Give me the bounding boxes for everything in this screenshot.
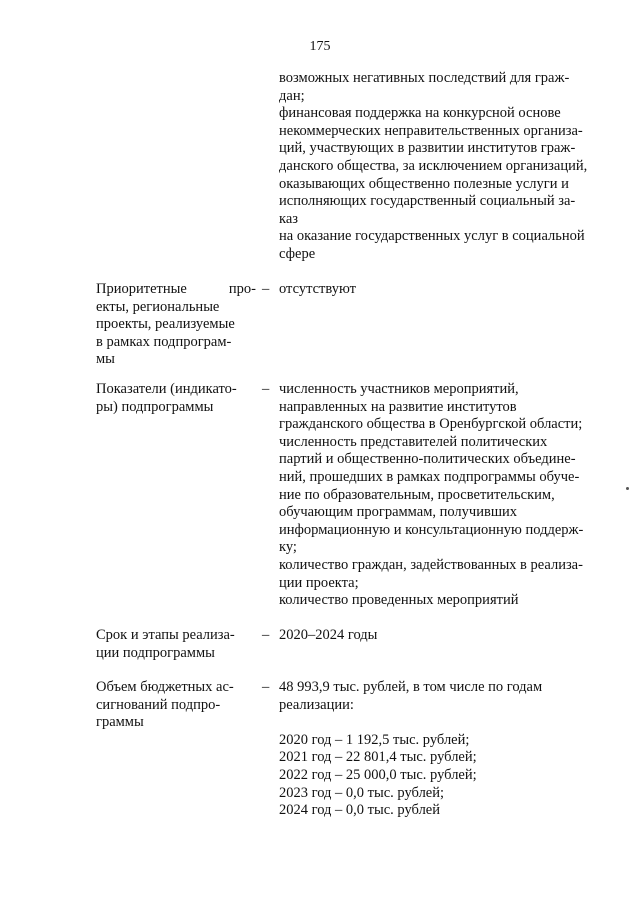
page-number: 175 — [309, 39, 331, 54]
value-line: обучающим программам, получивших — [279, 504, 517, 521]
label-line: граммы — [96, 714, 144, 731]
continuation-line: оказывающих общественно полезные услуги и — [279, 175, 569, 192]
value-line: гражданского общества в Оренбургской области; — [279, 416, 583, 433]
value-line: 48 993,9 тыс. рублей, в том числе по годам — [279, 679, 543, 695]
blank-line — [279, 714, 609, 732]
value-line: направленных на развитие институтов — [279, 398, 517, 415]
value-line: отсутствуют — [279, 281, 356, 297]
label-line: Показатели (индикато- — [96, 381, 237, 397]
label-line: Приоритетные про- — [96, 281, 256, 297]
value-line: информационную и консультационную поддерж- — [279, 521, 584, 538]
scan-speck — [626, 487, 629, 490]
row-value — [279, 281, 609, 299]
continuation-line: некоммерческих неправительственных организа- — [279, 122, 583, 139]
label-line: ры) подпрограммы — [96, 398, 214, 415]
value-line: ний, прошедших в рамках подпрограммы обуче- — [279, 468, 580, 485]
value-line: ние по образовательным, просветительским, — [279, 486, 555, 503]
label-line: мы — [96, 351, 115, 368]
dash-separator: – — [262, 627, 270, 643]
continuation-line: финансовая поддержка на конкурсной основе — [279, 105, 561, 122]
year-line: 2021 год – 22 801,4 тыс. рублей; — [279, 749, 477, 766]
continuation-line: данского общества, за исключением организаций, — [279, 157, 588, 174]
label-line: екты, региональные — [96, 298, 220, 315]
value-line: численность представителей политических — [279, 433, 548, 450]
row-label — [96, 381, 256, 416]
year-line: 2022 год – 25 000,0 тыс. рублей; — [279, 766, 477, 783]
value-line: ку; — [279, 539, 297, 556]
continuation-line: исполняющих государственный социальный за- — [279, 193, 576, 210]
row-label — [96, 679, 256, 732]
continuation-line: дан; — [279, 87, 305, 104]
continuation-line: сфере — [279, 245, 316, 262]
row-value — [279, 627, 609, 645]
row-label — [96, 281, 256, 369]
value-line: реализации: — [279, 696, 354, 713]
row-label — [96, 627, 256, 662]
value-line: ции проекта; — [279, 574, 359, 591]
row-value — [279, 679, 609, 820]
continuation-line: каз — [279, 210, 298, 227]
continuation-line: на оказание государственных услуг в социальной — [279, 228, 585, 245]
value-line: количество проведенных мероприятий — [279, 592, 519, 609]
label-line: ции подпрограммы — [96, 644, 215, 661]
dash-separator: – — [262, 679, 270, 695]
value-line: 2020–2024 годы — [279, 627, 378, 643]
year-line: 2020 год – 1 192,5 тыс. рублей; — [279, 731, 470, 748]
label-line: Срок и этапы реализа- — [96, 627, 235, 643]
value-line: количество граждан, задействованных в реализа- — [279, 556, 583, 573]
continuation-line: возможных негативных последствий для граж- — [279, 70, 570, 86]
year-line: 2024 год – 0,0 тыс. рублей — [279, 802, 441, 819]
row-value — [279, 381, 609, 610]
year-line: 2023 год – 0,0 тыс. рублей; — [279, 784, 445, 801]
value-line: партий и общественно-политических объедине- — [279, 451, 576, 468]
label-line: Объем бюджетных ас- — [96, 679, 234, 695]
label-line: в рамках подпрограм- — [96, 333, 232, 350]
continuation-line: ций, участвующих в развитии институтов граж- — [279, 140, 576, 157]
label-line: сигнований подпро- — [96, 696, 221, 713]
value-line: численность участников мероприятий, — [279, 381, 519, 397]
label-line: проекты, реализуемые — [96, 316, 235, 333]
continuation-text — [279, 70, 609, 264]
dash-separator: – — [262, 281, 270, 297]
dash-separator: – — [262, 381, 270, 397]
